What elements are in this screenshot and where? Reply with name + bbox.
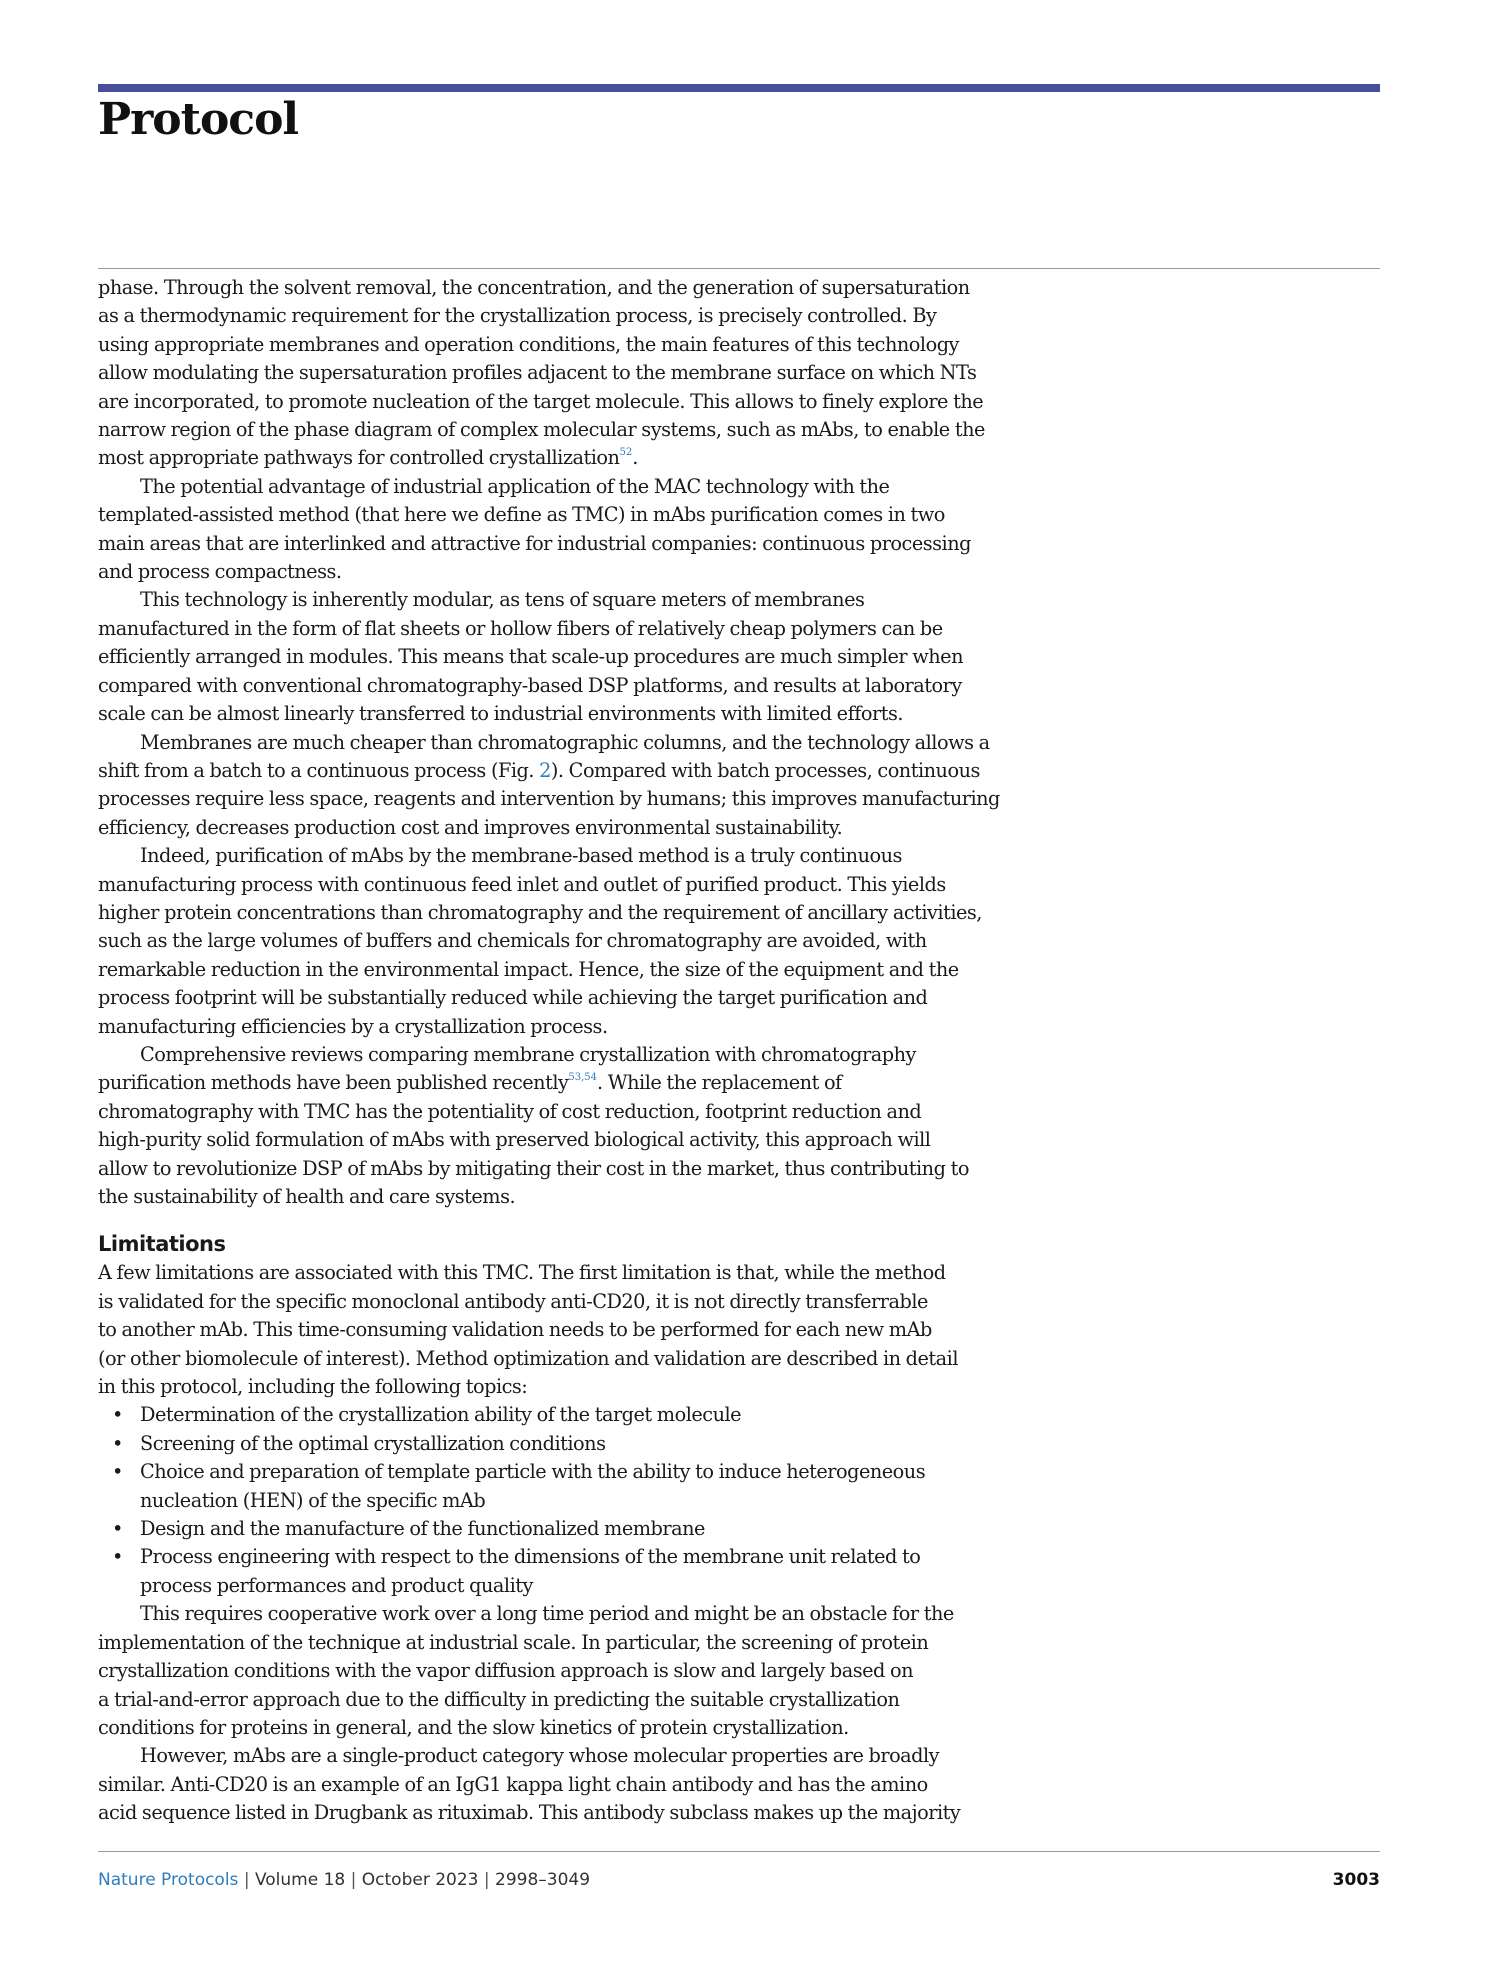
text-line: Membranes are much cheaper than chromatographic columns, and the technology allows a (140, 730, 990, 754)
text-line: implementation of the technique at industrial scale. In particular, the screening of protein (98, 1630, 929, 1654)
text-line: templated-assisted method (that here we define as TMC) in mAbs purification comes in two (98, 503, 945, 527)
text-line: efficiently arranged in modules. This means that scale-up procedures are much simpler when (98, 645, 964, 669)
figure-ref-2[interactable]: 2 (539, 758, 551, 782)
footer-divider (98, 1851, 1380, 1852)
text-line: allow to revolutionize DSP of mAbs by mitigating their cost in the market, thus contributing to (98, 1156, 969, 1180)
page-number: 3003 (1332, 1870, 1380, 1890)
text-line: shift from a batch to a continuous process (Fig. 2). Compared with batch processes, continuous (98, 758, 980, 782)
list-item: • Choice and preparation of template particle with the ability to induce heterogeneous nucleation (HEN) of the specific mAb (112, 1460, 926, 1512)
text-line: efficiency, decreases production cost and improves environmental sustainability. (98, 815, 843, 839)
paragraph-modularity (98, 586, 1058, 728)
text-line: using appropriate membranes and operation conditions, the main features of this technology (98, 332, 959, 356)
paragraph-mabs-category (98, 1742, 1058, 1827)
text-line: allow modulating the supersaturation profiles adjacent to the membrane surface on which NTs (98, 361, 977, 385)
journal-name-link[interactable]: Nature Protocols (98, 1870, 239, 1890)
text-line: similar. Anti-CD20 is an example of an IgG1 kappa light chain antibody and has the amino (98, 1772, 928, 1796)
text-line: main areas that are interlinked and attractive for industrial companies: continuous processing (98, 531, 971, 555)
text-line: phase. Through the solvent removal, the concentration, and the generation of supersaturation (98, 276, 970, 299)
bullet-icon: • (112, 1545, 123, 1569)
list-item: • Process engineering with respect to the dimensions of the membrane unit related to process performances and product quality (112, 1545, 921, 1597)
paragraph-industrial-advantage (98, 473, 1058, 587)
text-line: higher protein concentrations than chromatography and the requirement of ancillary activities, (98, 900, 982, 924)
text-line: conditions for proteins in general, and the slow kinetics of protein crystallization. (98, 1715, 849, 1739)
article-body (98, 274, 1058, 1828)
text-line: remarkable reduction in the environmental impact. Hence, the size of the equipment and the (98, 957, 959, 981)
text-line: manufacturing efficiencies by a crystallization process. (98, 1014, 608, 1038)
text-line: manufacturing process with continuous feed inlet and outlet of purified product. This yields (98, 872, 946, 896)
text-line: Comprehensive reviews comparing membrane crystallization with chromatography (140, 1042, 916, 1066)
footer-date: October 2023 (361, 1870, 479, 1890)
page-section-title: Protocol (98, 94, 299, 145)
text-line: (or other biomolecule of interest). Method optimization and validation are described in detail (98, 1346, 958, 1370)
paragraph-reviews (98, 1041, 1058, 1211)
list-item: • Determination of the crystallization ability of the target molecule (98, 1401, 1058, 1429)
limitations-topic-list (98, 1401, 1058, 1600)
text-line: are incorporated, to promote nucleation of the target molecule. This allows to finely explore the (98, 389, 984, 413)
text-line: purification methods have been published recently$^{53,54}$. While the replacement of (98, 1071, 842, 1095)
citation-ref-53-54[interactable]: 53,54 (568, 1072, 598, 1084)
text-line: and process compactness. (98, 560, 342, 584)
paragraph-continuous-manufacturing (98, 842, 1058, 1041)
text-line: process footprint will be substantially reduced while achieving the target purification and (98, 986, 928, 1010)
header-divider (98, 268, 1380, 269)
text-line: compared with conventional chromatography-based DSP platforms, and results at laboratory (98, 673, 962, 697)
text-line: manufactured in the form of flat sheets or hollow fibers of relatively cheap polymers can be (98, 616, 943, 640)
list-item: • Design and the manufacture of the functionalized membrane (98, 1515, 1058, 1543)
text-line: The potential advantage of industrial application of the MAC technology with the (140, 474, 890, 498)
paragraph-cooperative-work (98, 1600, 1058, 1742)
text-line: the sustainability of health and care systems. (98, 1185, 516, 1208)
bullet-icon: • (112, 1431, 123, 1455)
footer-pages: 2998–3049 (495, 1870, 591, 1890)
text-line: However, mAbs are a single-product category whose molecular properties are broadly (140, 1744, 940, 1768)
footer-volume: Volume 18 (254, 1870, 346, 1890)
text-line: most appropriate pathways for controlled crystallization$^{52}$. (98, 446, 638, 470)
text-line: to another mAb. This time-consuming validation needs to be performed for each new mAb (98, 1318, 932, 1342)
text-line: Indeed, purification of mAbs by the membrane-based method is a truly continuous (140, 844, 902, 868)
list-item: • Screening of the optimal crystallization conditions (98, 1430, 1058, 1458)
text-line: acid sequence listed in Drugbank as rituximab. This antibody subclass makes up the majority (98, 1801, 961, 1825)
text-line: This requires cooperative work over a long time period and might be an obstacle for the (140, 1602, 954, 1626)
text-line: chromatography with TMC has the potentiality of cost reduction, footprint reduction and (98, 1099, 922, 1123)
text-line: narrow region of the phase diagram of complex molecular systems, such as mAbs, to enable the (98, 418, 985, 442)
text-line: such as the large volumes of buffers and chemicals for chromatography are avoided, with (98, 929, 927, 953)
page-footer (98, 1868, 1380, 1892)
text-line: This technology is inherently modular, as tens of square meters of membranes (140, 588, 865, 612)
citation-ref-52[interactable]: 52 (619, 447, 633, 459)
text-line: scale can be almost linearly transferred to industrial environments with limited efforts. (98, 702, 903, 726)
text-line: a trial-and-error approach due to the difficulty in predicting the suitable crystallization (98, 1687, 900, 1711)
text-line: processes require less space, reagents and intervention by humans; this improves manufacturing (98, 787, 1000, 811)
text-line: crystallization conditions with the vapor diffusion approach is slow and largely based on (98, 1659, 914, 1683)
text-line: as a thermodynamic requirement for the crystallization process, is precisely controlled. By (98, 304, 937, 328)
paragraph-cost (98, 729, 1058, 843)
bullet-icon: • (112, 1517, 123, 1541)
bullet-icon: • (112, 1460, 123, 1484)
section-heading-limitations: Limitations (98, 1232, 226, 1257)
text-line: A few limitations are associated with this TMC. The first limitation is that, while the method (98, 1261, 946, 1285)
header-accent-bar (98, 84, 1380, 92)
footer-citation: Nature Protocols | Volume 18 | October 2023 | 2998–3049 (98, 1870, 591, 1890)
paragraph-limitations-intro (98, 1259, 1058, 1401)
paragraph-supersaturation (98, 274, 1058, 473)
text-line: is validated for the specific monoclonal antibody anti-CD20, it is not directly transferrable (98, 1289, 928, 1313)
text-line: in this protocol, including the following topics: (98, 1375, 528, 1399)
text-line: high-purity solid formulation of mAbs with preserved biological activity, this approach will (98, 1128, 931, 1152)
bullet-icon: • (112, 1403, 123, 1427)
